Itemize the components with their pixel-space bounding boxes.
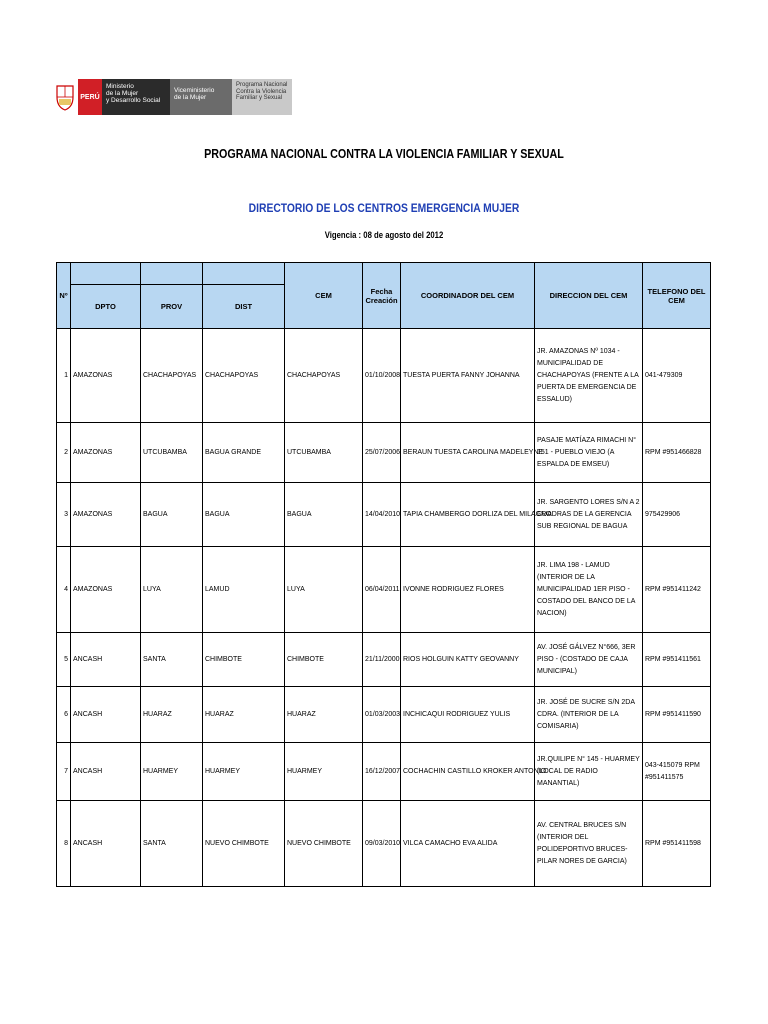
cell-fecha: 21/11/2000 [363, 633, 401, 687]
header-blank-2 [141, 263, 203, 285]
cell-direccion: PASAJE MATÍAZA RIMACHI N° 151 - PUEBLO VIEJO (A ESPALDA DE EMSEU) [535, 423, 643, 483]
cell-coordinador: INCHICAQUI RODRIGUEZ YULIS [401, 687, 535, 743]
cell-dist: BAGUA GRANDE [203, 423, 285, 483]
table-row [57, 801, 711, 887]
cell-prov: BAGUA [141, 483, 203, 547]
table-row [57, 633, 711, 687]
cell-telefono: 043-415079 RPM #951411575 [643, 743, 711, 801]
cell-dpto: AMAZONAS [71, 423, 141, 483]
cell-prov: CHACHAPOYAS [141, 329, 203, 423]
cell-telefono: RPM #951411598 [643, 801, 711, 887]
cell-dpto: ANCASH [71, 633, 141, 687]
table-row [57, 547, 711, 633]
cell-direccion: JR. AMAZONAS Nº 1034 - MUNICIPALIDAD DE CHACHAPOYAS (FRENTE A LA PUERTA DE EMERGENCIA DE ESSALUD) [535, 329, 643, 423]
table-row [57, 483, 711, 547]
directory-table [56, 262, 711, 887]
cell-dist: CHIMBOTE [203, 633, 285, 687]
cell-direccion: JR. SARGENTO LORES S/N A 2 CUADRAS DE LA GERENCIA SUB REGIONAL DE BAGUA [535, 483, 643, 547]
cell-prov: LUYA [141, 547, 203, 633]
header-direccion: DIRECCION DEL CEM [535, 263, 643, 329]
row-number: 8 [57, 801, 71, 887]
cell-fecha: 25/07/2006 [363, 423, 401, 483]
row-number: 5 [57, 633, 71, 687]
logo-ministry: Ministerio de la Mujer y Desarrollo Social [102, 79, 170, 115]
cell-dist: LAMUD [203, 547, 285, 633]
cell-coordinador: VILCA CAMACHO EVA ALIDA [401, 801, 535, 887]
cell-cem: LUYA [285, 547, 363, 633]
cell-prov: UTCUBAMBA [141, 423, 203, 483]
cell-dpto: AMAZONAS [71, 483, 141, 547]
cell-dist: BAGUA [203, 483, 285, 547]
cell-fecha: 14/04/2010 [363, 483, 401, 547]
row-number: 1 [57, 329, 71, 423]
cell-telefono: 975429906 [643, 483, 711, 547]
cell-telefono: RPM #951411242 [643, 547, 711, 633]
header-num: Nº [57, 263, 71, 329]
cell-fecha: 06/04/2011 [363, 547, 401, 633]
row-number: 7 [57, 743, 71, 801]
table-row [57, 743, 711, 801]
cell-fecha: 09/03/2010 [363, 801, 401, 887]
table-row [57, 329, 711, 423]
cell-prov: HUARMEY [141, 743, 203, 801]
cell-cem: CHIMBOTE [285, 633, 363, 687]
page-title: PROGRAMA NACIONAL CONTRA LA VIOLENCIA FAMILIAR Y SEXUAL [204, 147, 564, 161]
logo-vice-ministry: Viceministerio de la Mujer [170, 79, 232, 115]
cell-prov: SANTA [141, 633, 203, 687]
header-cem: CEM [285, 263, 363, 329]
row-number: 6 [57, 687, 71, 743]
cell-cem: HUARMEY [285, 743, 363, 801]
logo-country: PERÚ [78, 79, 102, 115]
cell-coordinador: RIOS HOLGUIN KATTY GEOVANNY [401, 633, 535, 687]
cell-telefono: RPM #951411590 [643, 687, 711, 743]
header-blank-3 [203, 263, 285, 285]
cell-coordinador: TUESTA PUERTA FANNY JOHANNA [401, 329, 535, 423]
row-number: 3 [57, 483, 71, 547]
cell-coordinador: TAPIA CHAMBERGO DORLIZA DEL MILAGRO [401, 483, 535, 547]
cell-cem: HUARAZ [285, 687, 363, 743]
cell-dist: CHACHAPOYAS [203, 329, 285, 423]
cell-telefono: 041-479309 [643, 329, 711, 423]
row-number: 2 [57, 423, 71, 483]
table-row [57, 423, 711, 483]
cell-prov: HUARAZ [141, 687, 203, 743]
header-prov: PROV [141, 285, 203, 329]
header-fecha: Fecha Creación [363, 263, 401, 329]
cell-direccion: JR.QUILIPE N° 145 - HUARMEY (LOCAL DE RADIO MANANTIAL) [535, 743, 643, 801]
cell-dpto: ANCASH [71, 801, 141, 887]
cell-direccion: JR. LIMA 198 - LAMUD (INTERIOR DE LA MUNICIPALIDAD 1ER PISO - COSTADO DEL BANCO DE LA NACION) [535, 547, 643, 633]
cell-dist: NUEVO CHIMBOTE [203, 801, 285, 887]
logo [52, 79, 292, 115]
header-dist: DIST [203, 285, 285, 329]
header-telefono: TELEFONO DEL CEM [643, 263, 711, 329]
cell-telefono: RPM #951411561 [643, 633, 711, 687]
header-dpto: DPTO [71, 285, 141, 329]
cell-coordinador: BERAUN TUESTA CAROLINA MADELEYNE [401, 423, 535, 483]
row-number: 4 [57, 547, 71, 633]
cell-dpto: AMAZONAS [71, 329, 141, 423]
cell-cem: BAGUA [285, 483, 363, 547]
cell-dpto: AMAZONAS [71, 547, 141, 633]
cell-dpto: ANCASH [71, 743, 141, 801]
logo-program: Programa Nacional Contra la Violencia Familiar y Sexual [232, 79, 292, 115]
validity-date: Vigencia : 08 de agosto del 2012 [324, 230, 444, 240]
cell-direccion: JR. JOSÉ DE SUCRE S/N 2DA CDRA. (INTERIOR DE LA COMISARIA) [535, 687, 643, 743]
cell-fecha: 16/12/2007 [363, 743, 401, 801]
cell-cem: CHACHAPOYAS [285, 329, 363, 423]
header-coordinador: COORDINADOR DEL CEM [401, 263, 535, 329]
coat-of-arms-icon [52, 79, 78, 115]
cell-dist: HUARAZ [203, 687, 285, 743]
cell-dist: HUARMEY [203, 743, 285, 801]
header-blank-1 [71, 263, 141, 285]
cell-fecha: 01/03/2003 [363, 687, 401, 743]
cell-telefono: RPM #951466828 [643, 423, 711, 483]
cell-direccion: AV. JOSÉ GÁLVEZ N°666, 3ER PISO - (COSTADO DE CAJA MUNICIPAL) [535, 633, 643, 687]
cell-cem: NUEVO CHIMBOTE [285, 801, 363, 887]
cell-prov: SANTA [141, 801, 203, 887]
cell-fecha: 01/10/2008 [363, 329, 401, 423]
cell-cem: UTCUBAMBA [285, 423, 363, 483]
cell-dpto: ANCASH [71, 687, 141, 743]
cell-coordinador: COCHACHIN CASTILLO KROKER ANTONIO [401, 743, 535, 801]
cell-coordinador: IVONNE RODRIGUEZ FLORES [401, 547, 535, 633]
table-row [57, 687, 711, 743]
cell-direccion: AV. CENTRAL BRUCES S/N (INTERIOR DEL POLIDEPORTIVO BRUCES-PILAR NORES DE GARCIA) [535, 801, 643, 887]
directory-subtitle: DIRECTORIO DE LOS CENTROS EMERGENCIA MUJER [248, 201, 520, 215]
